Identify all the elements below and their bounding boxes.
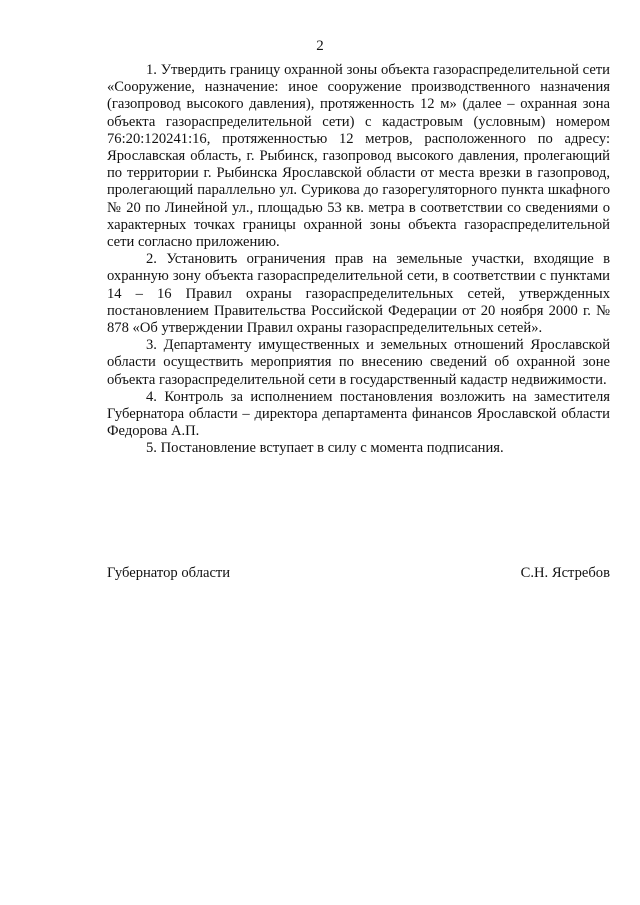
paragraph-3: 3. Департаменту имущественных и земельных отношений Ярославской области осуществить мероприятия по внесению сведений об охранной зоне объекта газораспределительной сети в государственный кадастр недвижимости. xyxy=(107,337,610,388)
paragraph-4: 4. Контроль за исполнением постановления возложить на заместителя Губернатора области – директора департамента финансов Ярославской области Федорова А.П. xyxy=(107,388,610,440)
signature-block xyxy=(107,564,610,582)
paragraph-1: 1. Утвердить границу охранной зоны объекта газораспределительной сети «Сооружение, назначение: иное сооружение производственного назначения (газопровод высокого давления), протяженность 12 м» (далее – охранная зона объекта газораспределительной сети) с кадастровым (условным) номером 76:20:120241:16, протяженностью 12 метров, расположенного по адресу: Ярославская область, г. Рыбинск, газопровод высокого давления, пролегающий по территории г. Рыбинска Ярославской области от места врезки в газопровод, пролегающий параллельно ул. Сурикова до газорегуляторного пункта шкафного № 20 по Линейной ул., площадью 53 кв. метра в соответствии со сведениями о характерных точках границы охранной зоны объекта газораспределительной сети согласно приложению. xyxy=(107,62,610,251)
paragraph-2: 2. Установить ограничения прав на земельные участки, входящие в охранную зону объекта газораспределительной сети, в соответствии с пунктами 14 – 16 Правил охраны газораспределительных сетей, утвержденных постановлением Правительства Российской Федерации от 20 ноября 2000 г. № 878 «Об утверждении Правил охраны газораспределительных сетей». xyxy=(107,251,610,337)
signatory-name: С.Н. Ястребов xyxy=(520,565,610,581)
page-number: 2 xyxy=(316,38,324,54)
paragraph-5: 5. Постановление вступает в силу с момента подписания. xyxy=(146,440,504,457)
document-body xyxy=(107,62,610,458)
signatory-position: Губернатор области xyxy=(107,565,231,581)
